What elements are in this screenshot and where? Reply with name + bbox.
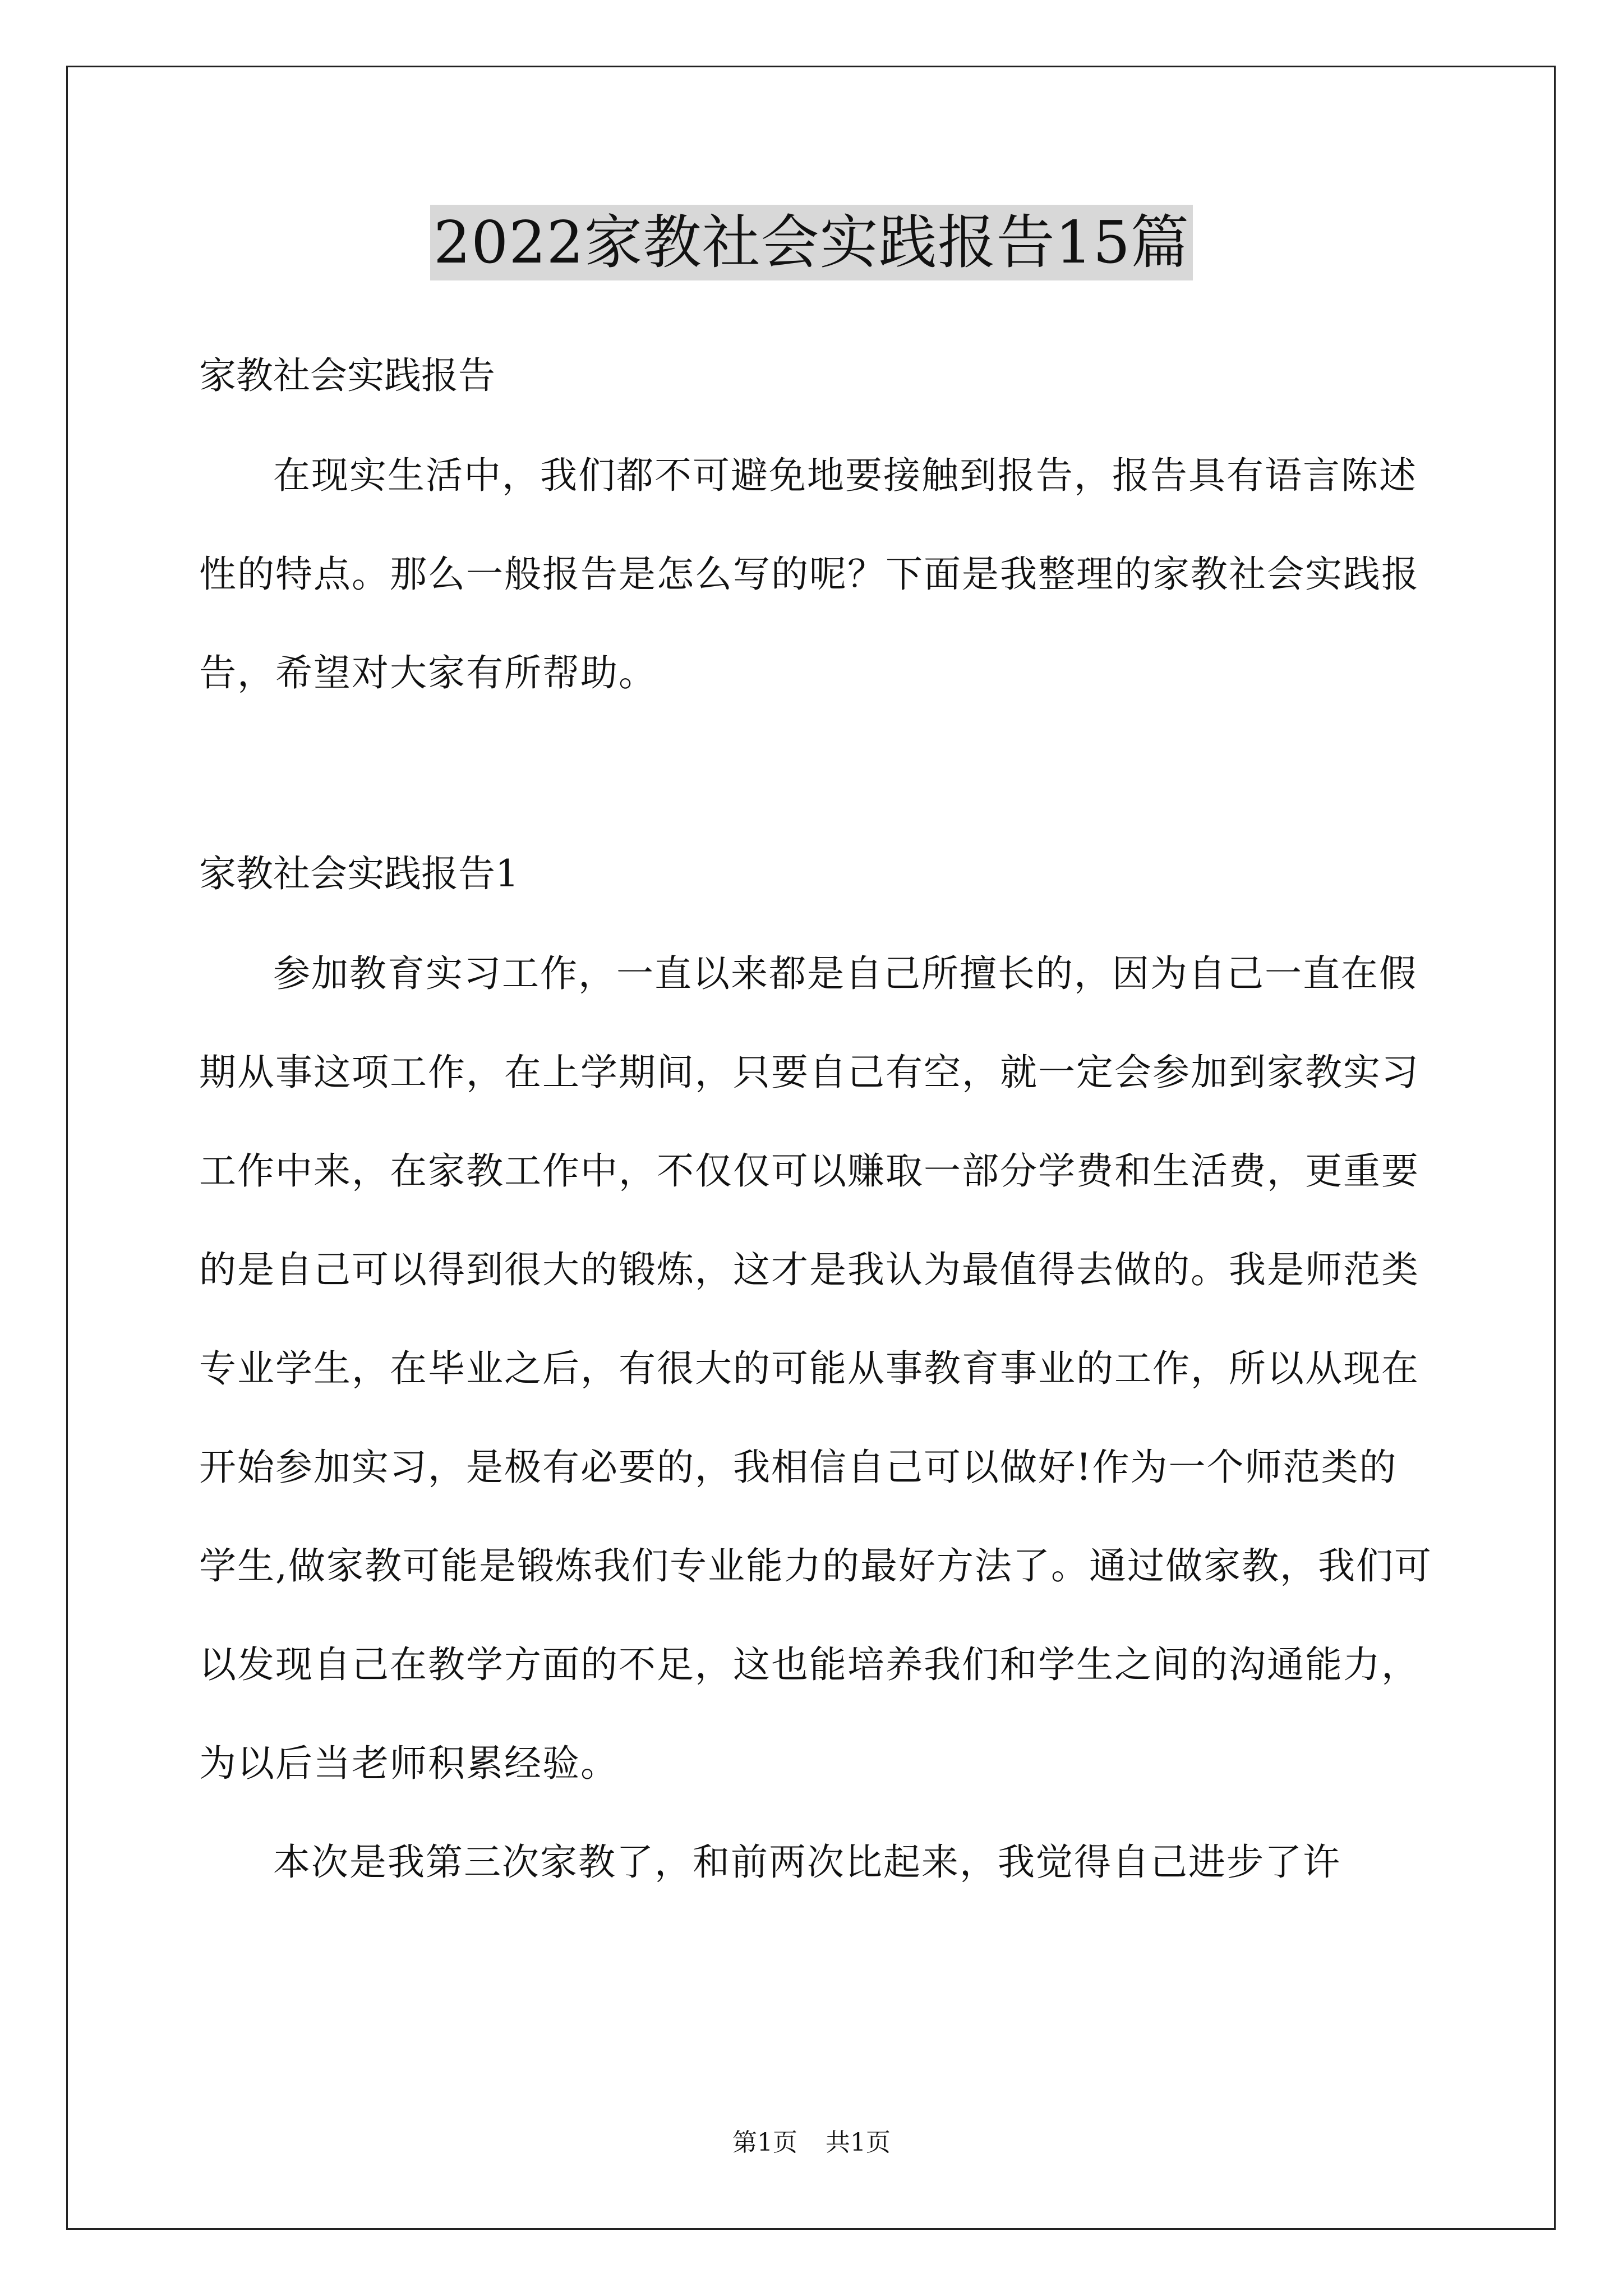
page-footer [0, 2126, 1623, 2160]
page-total: 共1页 [826, 2128, 891, 2157]
page-number: 第1页 [732, 2128, 797, 2157]
document-body [199, 337, 1433, 1912]
document-title: 2022家教社会实践报告15篇 [430, 205, 1193, 280]
section1-paragraph-1: 参加教育实习工作，一直以来都是自己所擅长的，因为自己一直在假期从事这项工作，在上学期间，只要自己有空，就一定会参加到家教实习工作中来，在家教工作中，不仅仅可以赚取一部分学费和生活费，更重要的是自己可以得到很大的锻炼，这才是我认为最值得去做的。我是师范类专业学生，在毕业之后，有很大的可能从事教育事业的工作，所以从现在开始参加实习，是极有必要的，我相信自己可以做好!作为一个师范类的学生,做家教可能是锻炼我们专业能力的最好方法了。通过做家教，我们可以发现自己在教学方面的不足，这也能培养我们和学生之间的沟通能力，为以后当老师积累经验。 [199, 952, 1432, 1785]
intro-heading: 家教社会实践报告 [199, 354, 495, 397]
title-container [0, 205, 1623, 280]
section1-heading: 家教社会实践报告1 [199, 852, 519, 895]
intro-paragraph: 在现实生活中，我们都不可避免地要接触到报告，报告具有语言陈述性的特点。那么一般报告是怎么写的呢？下面是我整理的家教社会实践报告，希望对大家有所帮助。 [199, 454, 1419, 694]
section1-paragraph-2: 本次是我第三次家教了，和前两次比起来，我觉得自己进步了许 [273, 1841, 1341, 1884]
